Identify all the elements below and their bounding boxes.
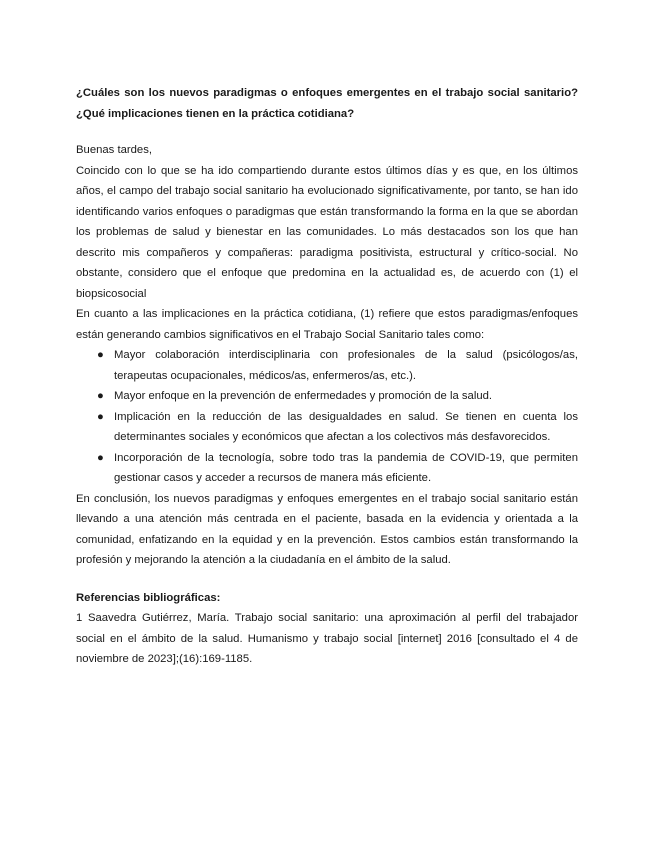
list-item xyxy=(97,448,578,489)
list-item xyxy=(97,407,578,448)
document-title: ¿Cuáles son los nuevos paradigmas o enfoques emergentes en el trabajo social sanitario? ¿Qué implicaciones tienen en la práctica cotidiana? xyxy=(76,87,578,120)
conclusion-paragraph: En conclusión, los nuevos paradigmas y enfoques emergentes en el trabajo social sanitario están llevando a una atención más centrada en el paciente, basada en la evidencia y orientada a la comunidad, enfatizando en la equidad y en la prevención. Estos cambios están transformando la profesión y mejorando la atención a la ciudadanía en el ámbito de la salud. xyxy=(76,492,578,566)
list-item-text: Incorporación de la tecnología, sobre todo tras la pandemia de COVID-19, que permiten gestionar casos y acceder a recursos de manera más eficiente. xyxy=(114,451,578,484)
bullet-icon: ● xyxy=(97,451,104,464)
list-item-text: Mayor enfoque en la prevención de enfermedades y promoción de la salud. xyxy=(114,390,493,402)
list-item-text: Implicación en la reducción de las desigualdades en salud. Se tienen en cuenta los determinantes sociales y económicos que afectan a los colectivos más desfavorecidos. xyxy=(114,410,578,443)
references-heading: Referencias bibliográficas: xyxy=(76,591,221,604)
paragraph-2: En cuanto a las implicaciones en la práctica cotidiana, (1) refiere que estos paradigmas/enfoques están generando cambios significativos en el Trabajo Social Sanitario tales como: xyxy=(76,308,578,341)
list-item xyxy=(97,345,578,386)
implications-list xyxy=(76,345,578,489)
bullet-icon: ● xyxy=(97,349,104,361)
list-item-text: Mayor colaboración interdisciplinaria con profesionales de la salud (psicólogos/as, terapeutas ocupacionales, médicos/as, enfermeros/as, etc.). xyxy=(114,349,578,382)
paragraph-1: Coincido con lo que se ha ido compartiendo durante estos últimos días y es que, en los últimos años, el campo del trabajo social sanitario ha evolucionado significativamente, por tanto, se han ido identificando varios enfoques o paradigmas que están transformando la forma en la que se abordan los problemas de salud y bienestar en las comunidades. Lo más destacados son los que han descrito mis compañeros y compañeras: paradigma positivista, estructural y crítico-social. No obstante, considero que el enfoque que predomina en la actualidad es, de acuerdo con (1) el biopsicosocial xyxy=(76,164,578,300)
bullet-icon: ● xyxy=(97,390,104,402)
greeting: Buenas tardes, xyxy=(76,144,152,156)
bullet-icon: ● xyxy=(97,410,104,423)
reference-entry: 1 Saavedra Gutiérrez, María. Trabajo social sanitario: una aproximación al perfil del trabajador social en el ámbito de la salud. Humanismo y trabajo social [internet] 2016 [consultado el 4 de noviembre de 2023];(16):169-1185. xyxy=(76,612,578,665)
list-item xyxy=(97,386,578,407)
